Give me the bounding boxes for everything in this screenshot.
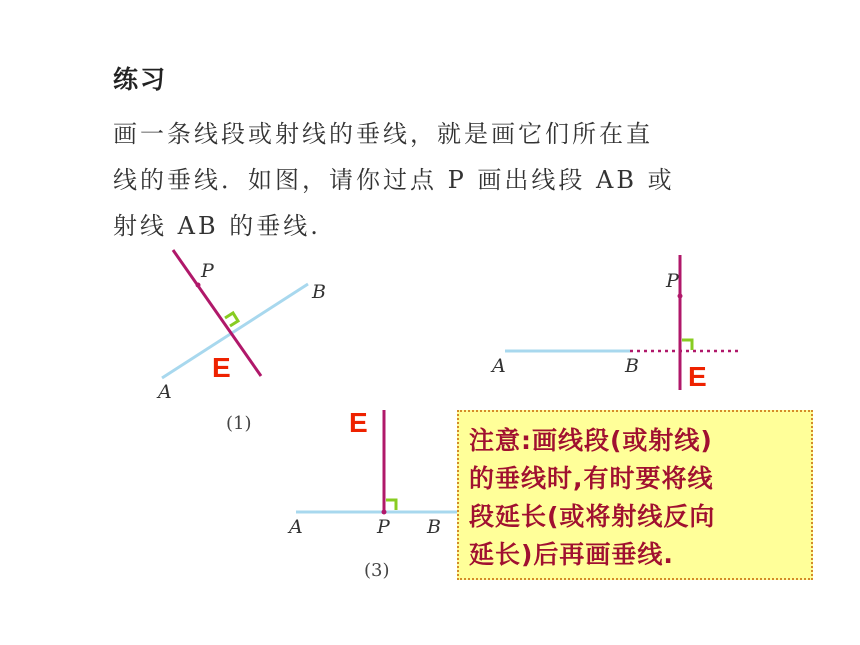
fig3-label-b: B <box>427 516 441 538</box>
fig1-segment-ab <box>162 284 308 378</box>
fig1-caption: (1) <box>226 413 252 434</box>
fig3-point-p <box>382 510 387 515</box>
fig2-label-e: E <box>688 361 707 392</box>
note-line-2: 的垂线时,有时要将线 <box>469 464 714 493</box>
figure-3 <box>287 407 460 581</box>
fig2-label-b: B <box>625 355 639 377</box>
note-line-3: 段延长(或将射线反向 <box>469 502 716 531</box>
note-line-1: 注意:画线段(或射线) <box>469 426 713 455</box>
fig1-point-p <box>196 283 201 288</box>
fig1-label-e: E <box>212 352 231 383</box>
fig2-point-p <box>678 294 683 299</box>
fig3-label-p: P <box>377 516 390 538</box>
note-line-4: 延长)后再画垂线. <box>469 540 674 569</box>
fig3-caption: (3) <box>364 560 390 581</box>
paragraph-line-1: 画一条线段或射线的垂线，就是画它们所在直 <box>113 120 653 148</box>
fig2-label-p: P <box>666 270 679 292</box>
paragraph-line-3: 射线 AB 的垂线. <box>113 212 321 240</box>
fig1-right-angle-mark <box>225 313 238 326</box>
figure-2 <box>490 255 738 392</box>
fig1-label-a: A <box>158 381 172 403</box>
fig2-right-angle-mark <box>682 340 692 350</box>
fig3-label-a: A <box>289 516 303 538</box>
fig2-label-a: A <box>492 355 506 377</box>
fig3-right-angle-mark <box>386 500 396 510</box>
note-box <box>457 410 813 580</box>
figure-1 <box>156 250 326 434</box>
fig1-label-p: P <box>201 260 214 282</box>
paragraph-line-2: 线的垂线．如图，请你过点 P 画出线段 AB 或 <box>113 166 675 194</box>
fig1-label-b: B <box>312 281 326 303</box>
fig3-label-e: E <box>349 407 368 438</box>
exercise-heading: 练习 <box>113 65 168 94</box>
